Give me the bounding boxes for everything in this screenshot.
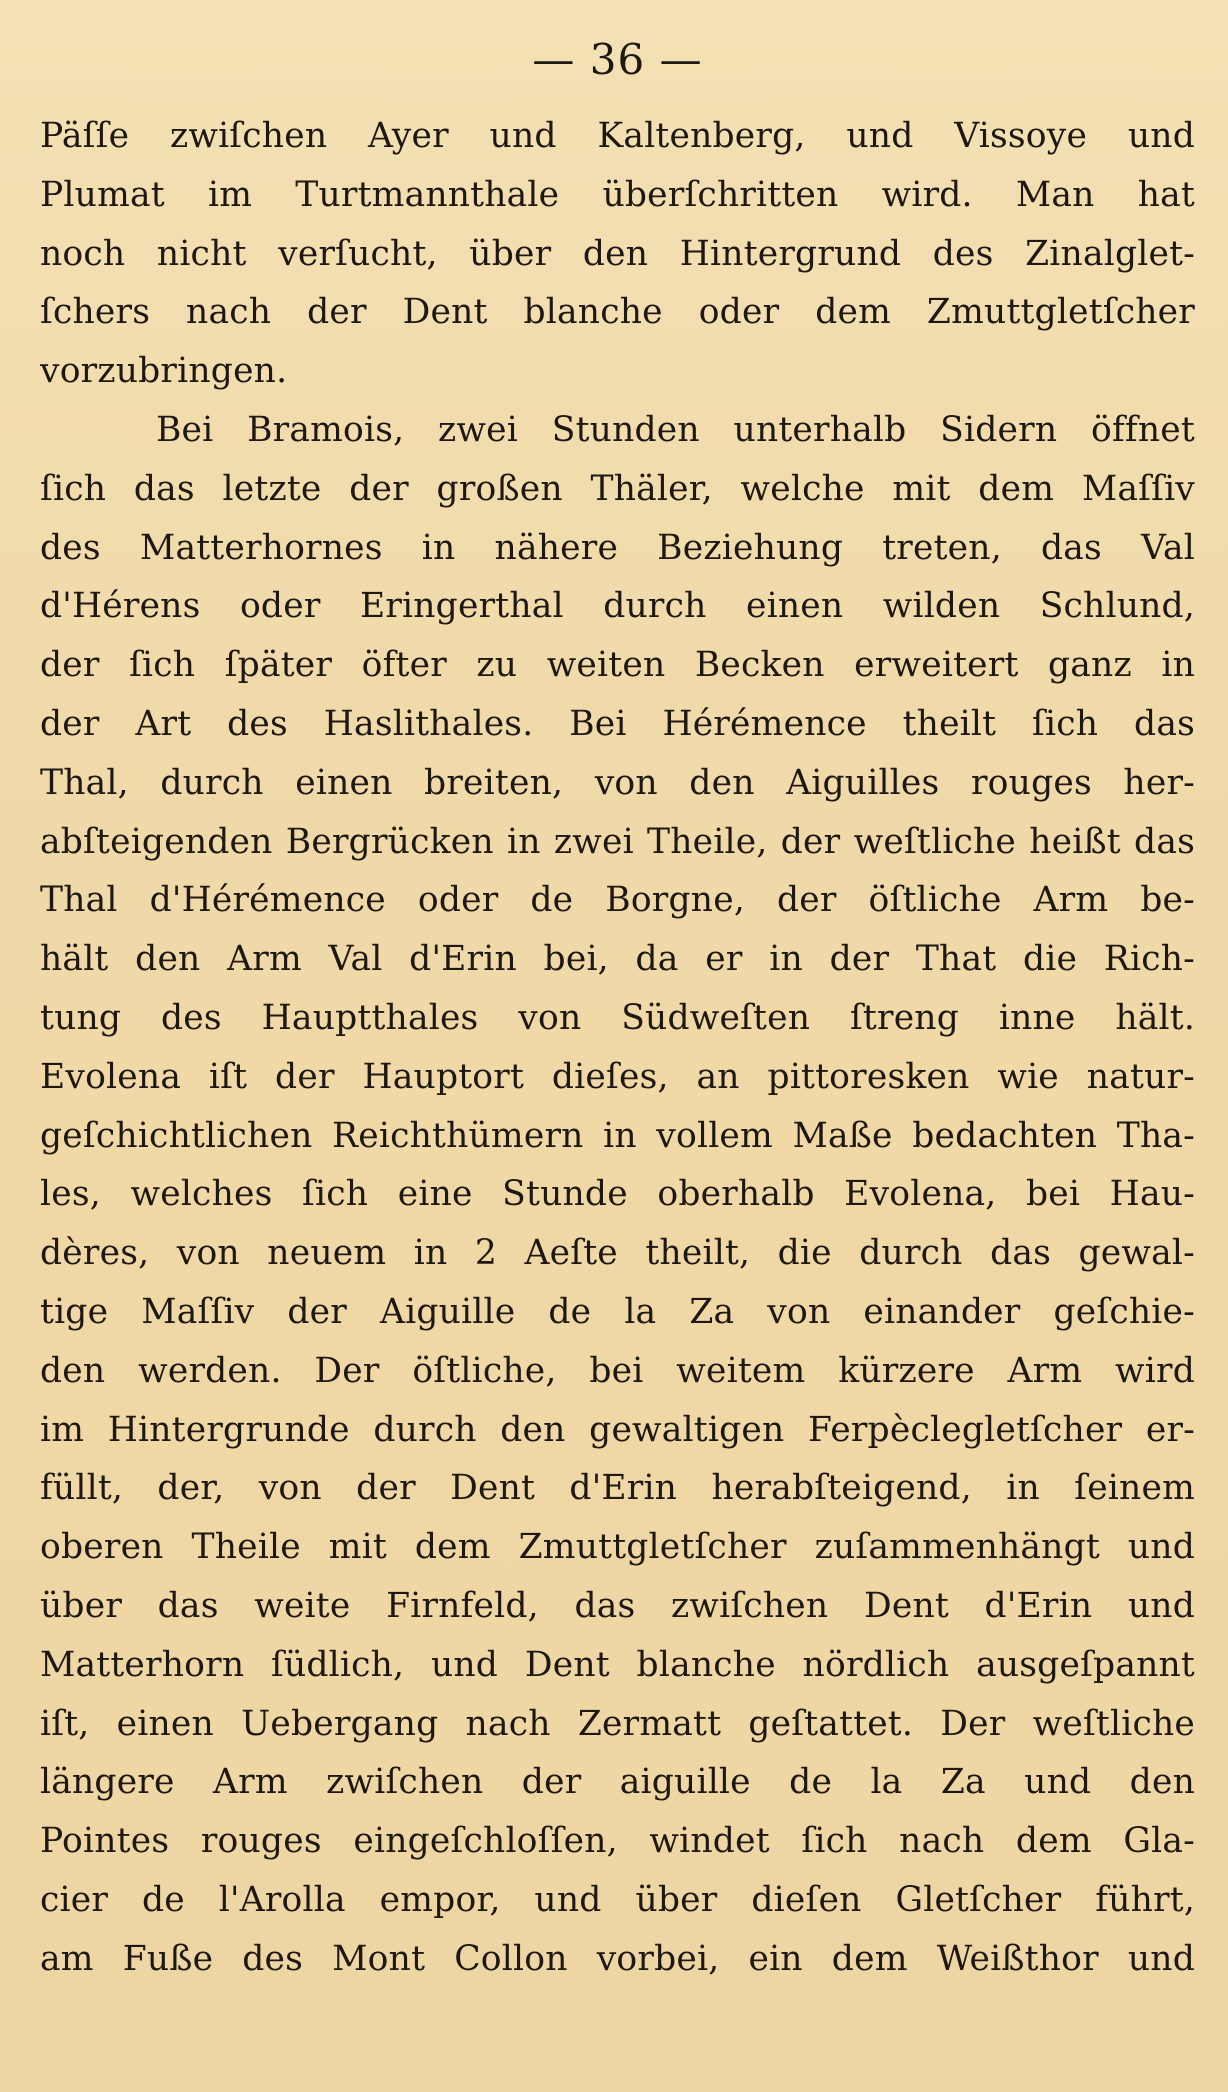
text-line: ſchers nach der Dent blanche oder dem Zmuttgletſcher bbox=[40, 292, 1195, 333]
text-line: den werden. Der öſtliche, bei weitem kürzere Arm wird bbox=[40, 1350, 1195, 1391]
text-line: noch nicht verſucht, über den Hintergrund des Zinalglet- bbox=[40, 233, 1195, 274]
page-number: — 36 — bbox=[532, 35, 703, 84]
text-line: tige Maſſiv der Aiguille de la Za von einander geſchie- bbox=[40, 1291, 1195, 1332]
text-line: am Fuße des Mont Collon vorbei, ein dem Weißthor und bbox=[40, 1938, 1195, 1979]
text-line: hält den Arm Val d'Erin bei, da er in der That die Rich- bbox=[40, 939, 1195, 980]
text-line: geſchichtlichen Reichthümern in vollem Maße bedachten Tha- bbox=[40, 1115, 1195, 1156]
text-line: dères, von neuem in 2 Aeſte theilt, die durch das gewal- bbox=[40, 1233, 1195, 1274]
text-line: tung des Hauptthales von Südweſten ſtreng inne hält. bbox=[40, 997, 1195, 1038]
text-line: Pointes rouges eingeſchloſſen, windet ſich nach dem Gla- bbox=[40, 1821, 1195, 1862]
text-line: ſich das letzte der großen Thäler, welche mit dem Maſſiv bbox=[40, 468, 1195, 509]
text-line: Päſſe zwiſchen Ayer und Kaltenberg, und Vissoye und bbox=[40, 116, 1195, 156]
text-line: oberen Theile mit dem Zmuttgletſcher zuſammenhängt und bbox=[40, 1527, 1195, 1568]
text-line: Matterhorn ſüdlich, und Dent blanche nördlich ausgeſpannt bbox=[40, 1644, 1195, 1685]
text-line: des Matterhornes in nähere Beziehung treten, das Val bbox=[40, 527, 1195, 568]
text-line: der ſich ſpäter öfter zu weiten Becken erweitert ganz in bbox=[40, 645, 1195, 686]
text-line: abſteigenden Bergrücken in zwei Theile, der weſtliche heißt das bbox=[40, 821, 1195, 862]
text-line: der Art des Haslithales. Bei Hérémence theilt ſich das bbox=[40, 703, 1195, 744]
text-line: les, welches ſich eine Stunde oberhalb Evolena, bei Hau- bbox=[40, 1174, 1195, 1215]
book-page bbox=[40, 25, 1195, 2070]
text-line: Bei Bramois, zwei Stunden unterhalb Sidern öffnet bbox=[156, 409, 1195, 450]
text-line: Evolena iſt der Hauptort dieſes, an pittoresken wie natur- bbox=[40, 1056, 1195, 1097]
text-line: cier de l'Arolla empor, und über dieſen Gletſcher führt, bbox=[40, 1879, 1195, 1920]
text-line: Thal d'Hérémence oder de Borgne, der öſtliche Arm be- bbox=[40, 880, 1195, 921]
text-line: füllt, der, von der Dent d'Erin herabſteigend, in ſeinem bbox=[40, 1468, 1195, 1509]
text-line: Thal, durch einen breiten, von den Aiguilles rouges her- bbox=[40, 762, 1195, 803]
text-line: im Hintergrunde durch den gewaltigen Ferpèclegletſcher er- bbox=[40, 1409, 1195, 1450]
text-line: längere Arm zwiſchen der aiguille de la Za und den bbox=[40, 1762, 1195, 1803]
text-line: über das weite Firnfeld, das zwiſchen Dent d'Erin und bbox=[40, 1585, 1195, 1626]
text-line: Plumat im Turtmannthale überſchritten wird. Man hat bbox=[40, 174, 1195, 215]
text-line: vorzubringen. bbox=[40, 351, 288, 392]
body-text bbox=[40, 107, 1195, 1989]
text-line: iſt, einen Uebergang nach Zermatt geſtattet. Der weſtliche bbox=[40, 1703, 1195, 1744]
text-line: d'Hérens oder Eringerthal durch einen wilden Schlund, bbox=[40, 586, 1195, 627]
